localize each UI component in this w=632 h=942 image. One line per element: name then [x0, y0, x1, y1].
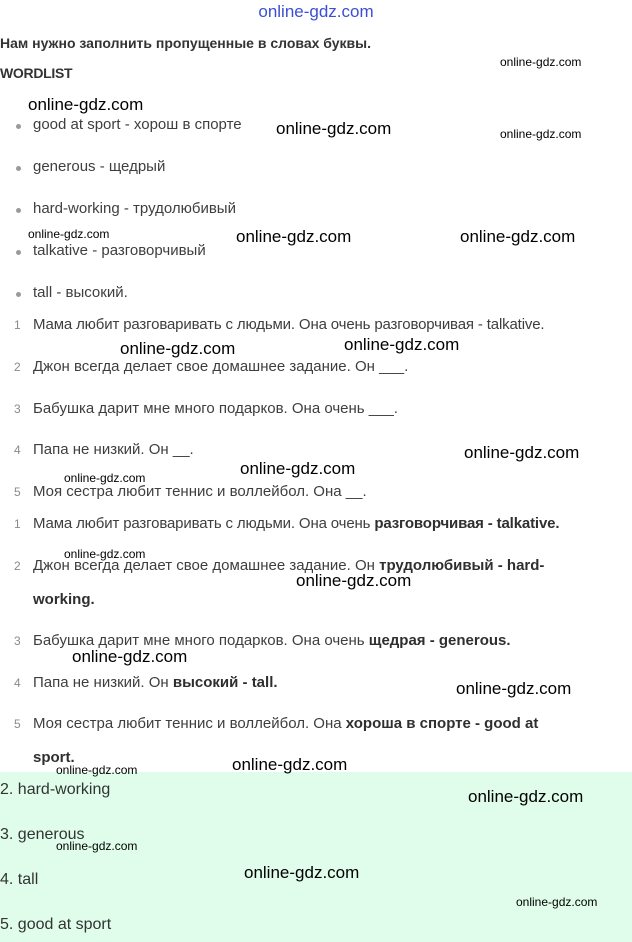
task-number: 1	[14, 318, 21, 332]
watermark: online-gdz.com	[464, 443, 580, 462]
task-number: 5	[14, 485, 21, 499]
answer-bold: разговорчивая - talkative.	[374, 515, 560, 532]
task-item: Джон всегда делает свое домашнее задание. Он ___.	[33, 358, 409, 375]
task-number: 2	[14, 360, 21, 374]
watermark: online-gdz.com	[28, 227, 110, 241]
watermark: online-gdz.com	[468, 787, 584, 806]
watermark: online-gdz.com	[460, 227, 576, 246]
watermark: online-gdz.com	[56, 839, 138, 853]
answer-number: 2	[14, 559, 21, 573]
watermark: online-gdz.com	[500, 127, 582, 141]
summary-item: 2. hard-working	[0, 781, 111, 798]
wordlist-item: tall - высокий.	[33, 284, 128, 301]
watermark: online-gdz.com	[344, 335, 460, 354]
watermark: online-gdz.com	[64, 471, 146, 485]
watermark: online-gdz.com	[232, 755, 348, 774]
answer-text: Джон всегда делает свое домашнее задание. Он	[33, 557, 380, 574]
wordlist-item: good at sport - хорош в спорте	[33, 116, 242, 133]
wordlist-item: generous - щедрый	[33, 158, 166, 175]
answer-bold: working.	[33, 591, 95, 608]
answer-item-continued	[33, 591, 95, 608]
watermark: online-gdz.com	[120, 339, 236, 358]
answer-number: 5	[14, 717, 21, 731]
site-header-url[interactable]: online-gdz.com	[258, 2, 374, 21]
task-item: Моя сестра любит теннис и воллейбол. Она __.	[33, 483, 367, 500]
wordlist-item: hard-working - трудолюбивый	[33, 200, 236, 217]
answer-text: Мама любит разговаривать с людьми. Она очень	[33, 515, 375, 532]
bullet-icon	[16, 208, 21, 213]
answer-item	[33, 515, 559, 532]
task-item: Бабушка дарит мне много подарков. Она очень ___.	[33, 400, 398, 417]
watermark: online-gdz.com	[64, 547, 146, 561]
watermark: online-gdz.com	[516, 895, 598, 909]
watermark: online-gdz.com	[244, 863, 360, 882]
watermark: online-gdz.com	[56, 763, 138, 777]
watermark: online-gdz.com	[296, 571, 412, 590]
answer-text: Папа не низкий. Он	[33, 674, 173, 691]
bullet-icon	[16, 292, 21, 297]
task-item: Мама любит разговаривать с людьми. Она очень разговорчивая - talkative.	[33, 316, 545, 333]
answer-bold: трудолюбивый - hard-	[379, 557, 545, 574]
answer-bold: sport.	[33, 749, 75, 766]
bullet-icon	[16, 124, 21, 129]
summary-item: 4. tall	[0, 871, 39, 888]
watermark: online-gdz.com	[456, 679, 572, 698]
answer-number: 1	[14, 517, 21, 531]
watermark: online-gdz.com	[72, 647, 188, 666]
task-item: Папа не низкий. Он __.	[33, 441, 194, 458]
bullet-icon	[16, 166, 21, 171]
answer-bold: высокий - tall.	[172, 674, 278, 691]
answer-number: 3	[14, 634, 21, 648]
answer-bold: хороша в спорте - good at	[345, 715, 539, 732]
answer-item	[33, 715, 538, 732]
answer-text: Бабушка дарит мне много подарков. Она очень	[33, 632, 369, 649]
watermark: online-gdz.com	[240, 459, 356, 478]
wordlist-item: talkative - разговорчивый	[33, 242, 206, 259]
task-number: 4	[14, 443, 21, 457]
answer-text: Моя сестра любит теннис и воллейбол. Она	[33, 715, 346, 732]
summary-item: 5. good at sport	[0, 916, 112, 933]
watermark: online-gdz.com	[500, 55, 582, 69]
bullet-icon	[16, 250, 21, 255]
watermark: online-gdz.com	[276, 119, 392, 138]
summary-item: 3. generous	[0, 826, 85, 843]
watermark: online-gdz.com	[236, 227, 352, 246]
wordlist-title: WORDLIST	[0, 65, 73, 81]
answer-item	[33, 674, 278, 691]
answer-number: 4	[14, 676, 21, 690]
watermark: online-gdz.com	[28, 95, 144, 114]
answer-bold: щедрая - generous.	[368, 632, 511, 649]
task-number: 3	[14, 402, 21, 416]
intro-text: Нам нужно заполнить пропущенные в словах буквы.	[0, 35, 371, 51]
